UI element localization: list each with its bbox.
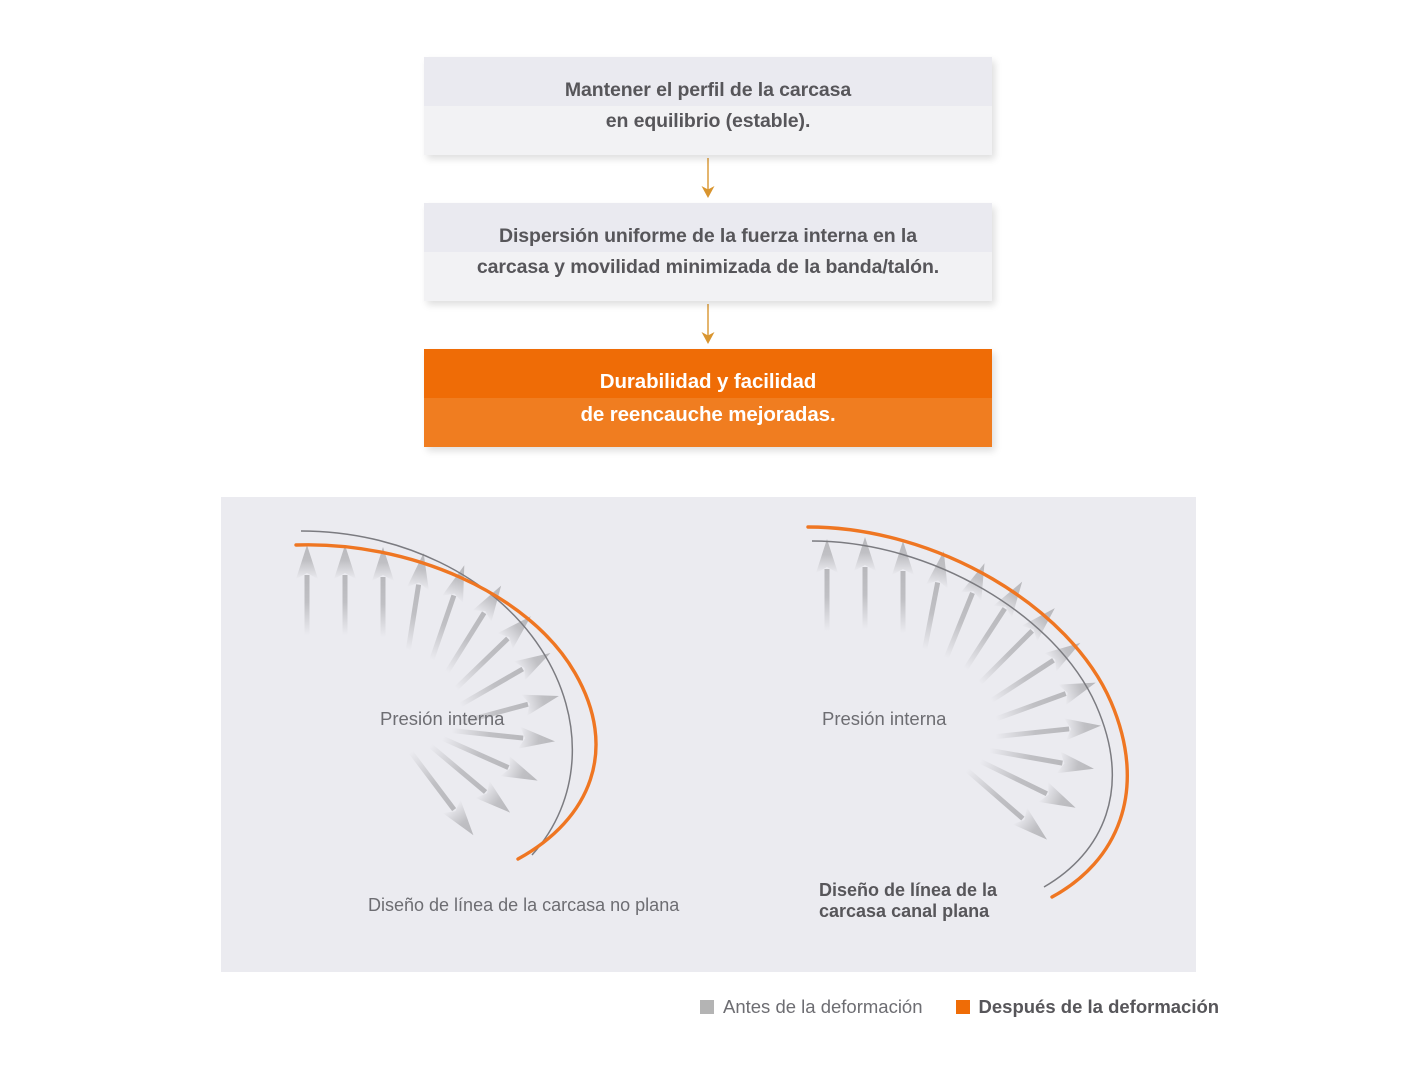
- caption-line-1: Diseño de línea de la: [819, 880, 998, 900]
- arrow-down-icon: [697, 304, 719, 346]
- flow-step-1-text: [424, 75, 992, 137]
- legend-label-before: Antes de la deformación: [723, 996, 923, 1017]
- flow-step-3-text: [424, 365, 992, 431]
- legend-item-before: [700, 996, 923, 1018]
- pressure-arrows: [296, 545, 562, 842]
- flow-step-3-line-1: Durabilidad y facilidad: [599, 370, 817, 393]
- flow-step-1-line-1: Mantener el perfil de la carcasa: [564, 79, 852, 101]
- legend-swatch-after-icon: [956, 1000, 970, 1014]
- process-flow: [424, 57, 992, 447]
- pressure-label-right: Presión interna: [822, 708, 947, 729]
- caption-line-2: carcasa canal plana: [819, 901, 990, 921]
- connector-2: [424, 301, 992, 349]
- deformation-diagram-panel: [221, 497, 1196, 972]
- flow-step-3-line-2: de reencauche mejoradas.: [580, 403, 836, 426]
- caption-flat-channel-casing: [819, 880, 997, 922]
- caption-non-flat-casing: [368, 895, 679, 916]
- flow-step-3: [424, 349, 992, 447]
- flow-step-2-line-1: Dispersión uniforme de la fuerza interna en la: [498, 225, 917, 247]
- curve-before-deformation: [301, 531, 572, 855]
- flow-step-2-text: [424, 221, 992, 283]
- connector-1: [424, 155, 992, 203]
- diagram-non-flat-casing: [279, 497, 699, 972]
- legend-label-after: Después de la deformación: [978, 996, 1220, 1017]
- legend: [700, 996, 1219, 1018]
- diagram-flat-channel-casing: [791, 497, 1211, 972]
- pressure-label-left: Presión interna: [380, 708, 505, 729]
- flow-step-1: [424, 57, 992, 155]
- flow-step-1-line-2: en equilibrio (estable).: [605, 110, 811, 132]
- arrow-down-icon: [697, 158, 719, 200]
- caption-line-1: Diseño de línea de la carcasa no plana: [368, 895, 680, 915]
- pressure-arrows: [816, 537, 1102, 848]
- legend-swatch-before-icon: [700, 1000, 714, 1014]
- flow-step-2: [424, 203, 992, 301]
- legend-item-after: [956, 996, 1220, 1018]
- flow-step-2-line-2: carcasa y movilidad minimizada de la banda/talón.: [476, 256, 940, 278]
